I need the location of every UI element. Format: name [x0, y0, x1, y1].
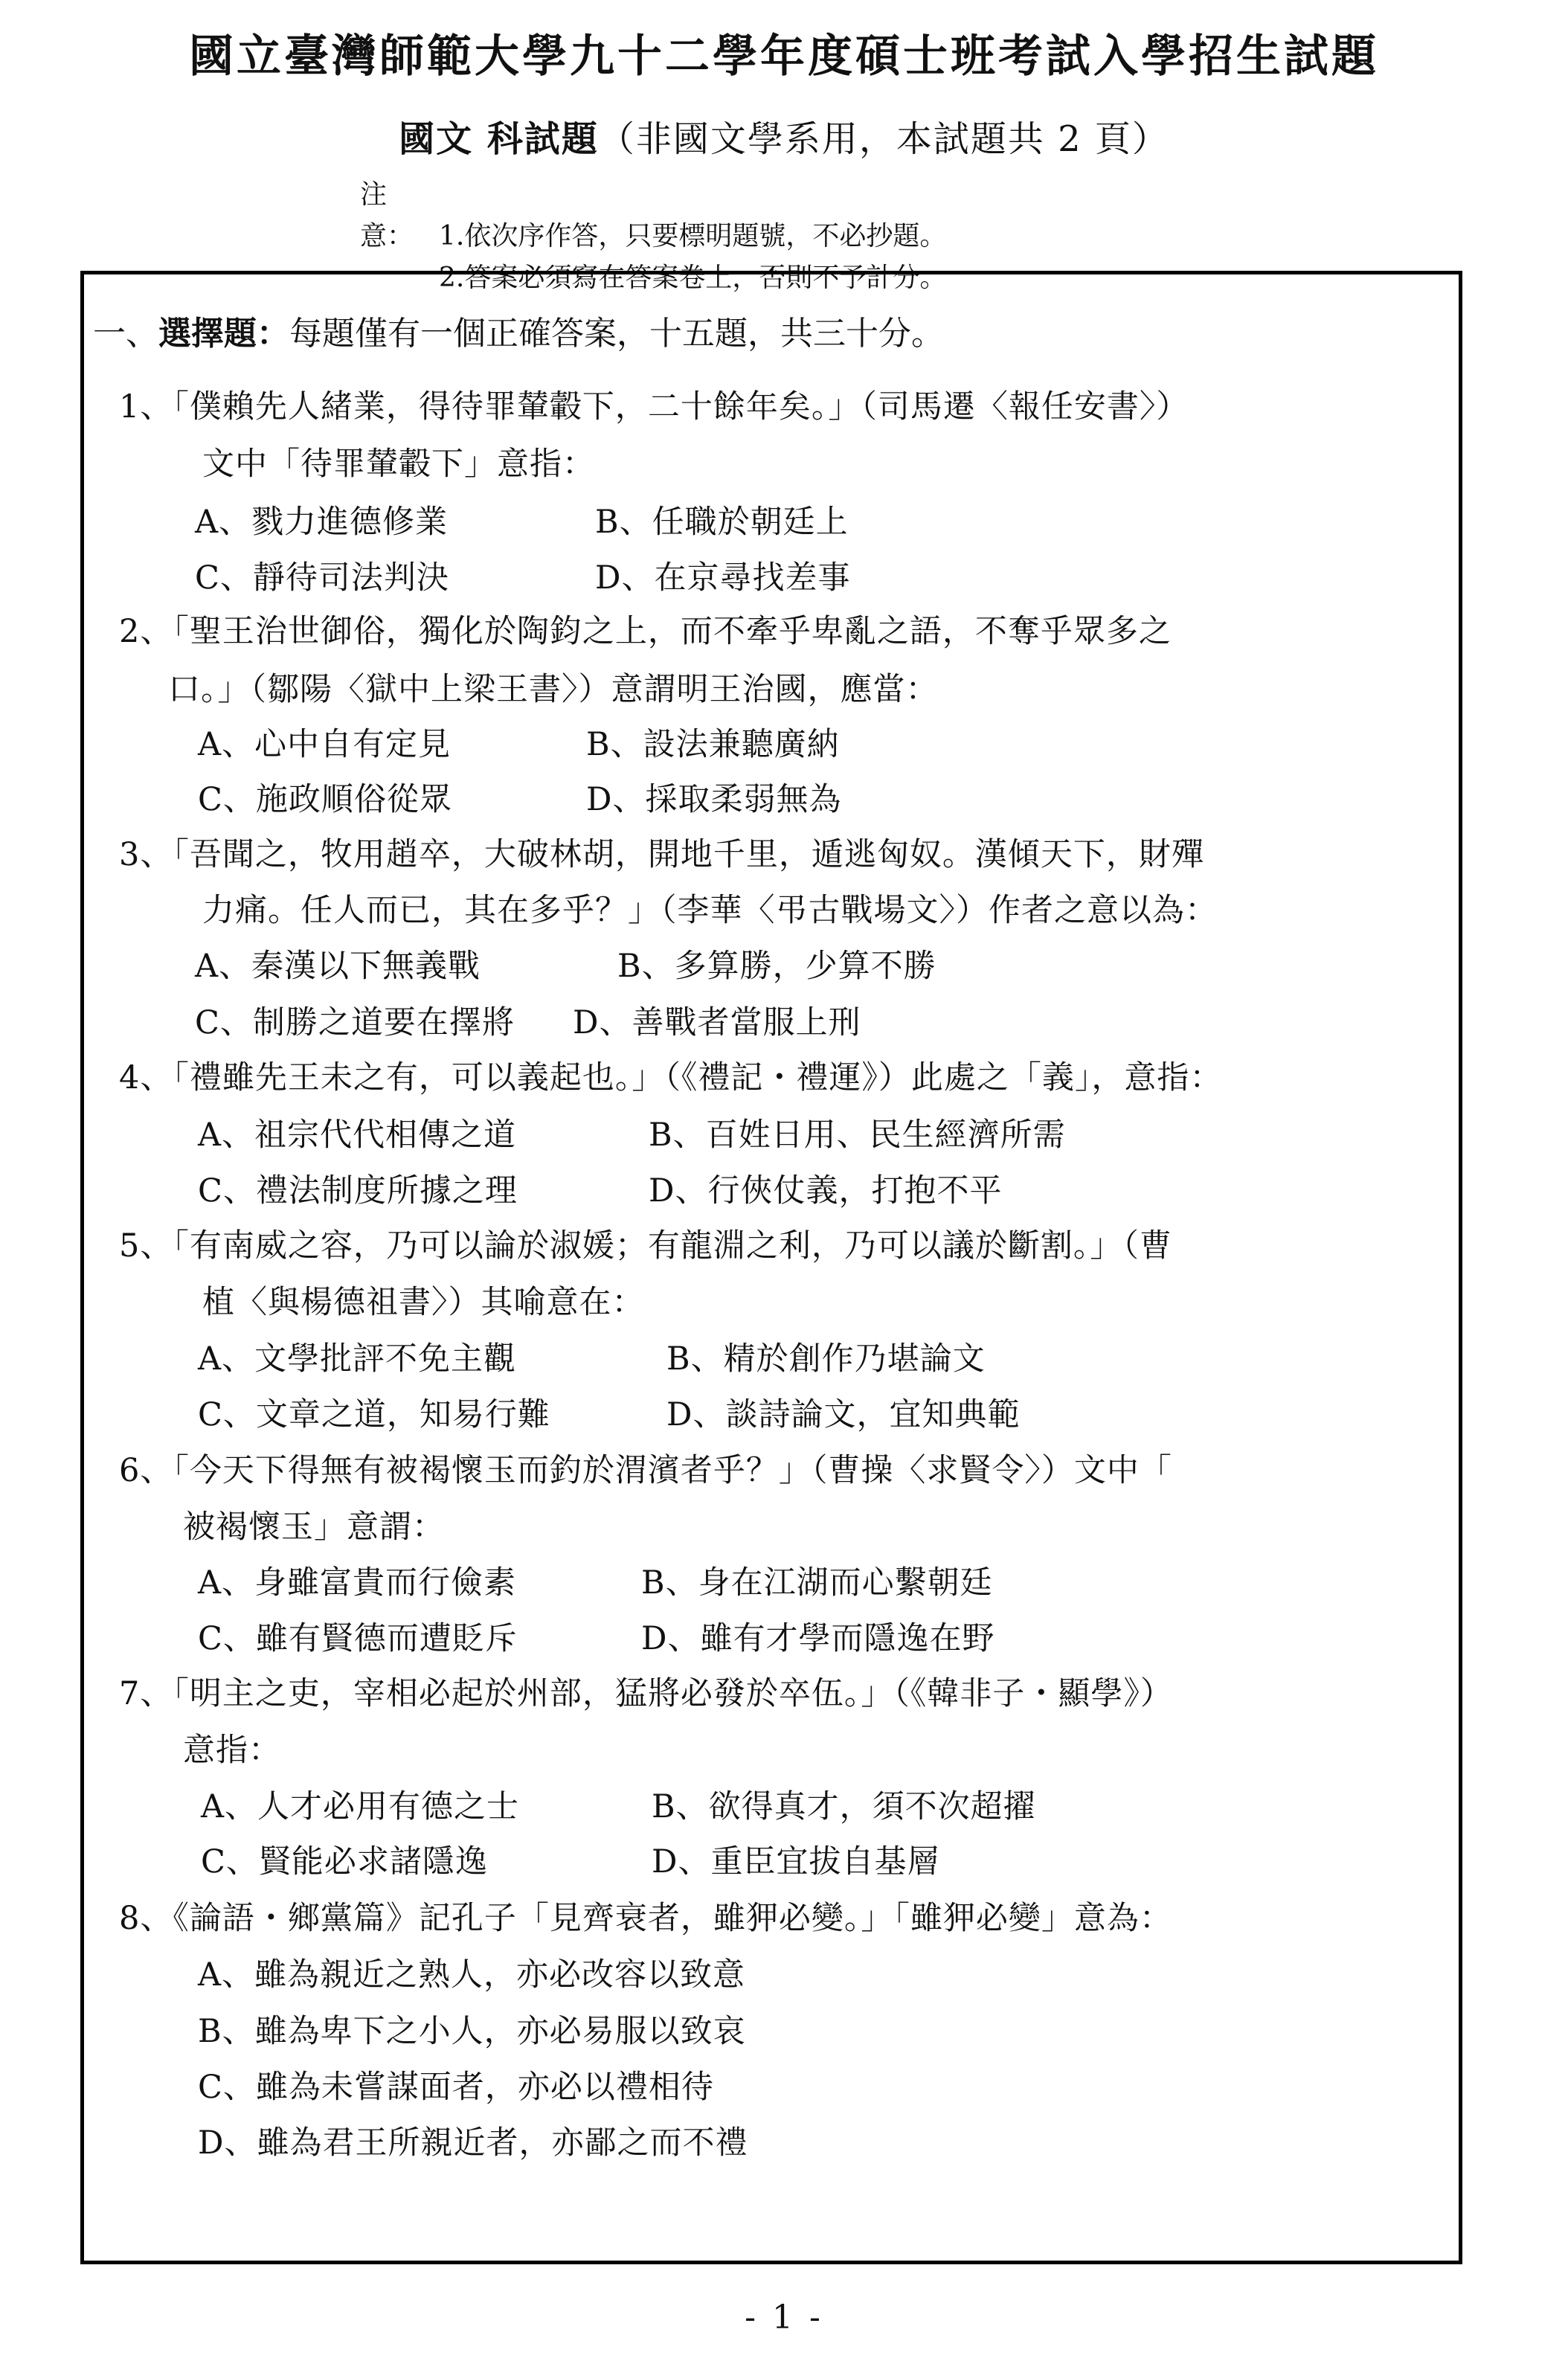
question-8-option-b: B、雖為卑下之小人，亦必易服以致哀 — [198, 2013, 746, 2050]
question-3-option-a: A、秦漢以下無義戰 — [195, 948, 481, 985]
question-1-option-c: C、靜待司法判決 — [195, 559, 449, 597]
question-6-option-a: A、身雖富貴而行儉素 — [198, 1564, 517, 1602]
question-4-option-c: C、禮法制度所據之理 — [198, 1172, 518, 1210]
question-8-option-d: D、雖為君王所親近者，亦鄙之而不禮 — [198, 2124, 748, 2162]
question-1-option-a: A、戮力進德修業 — [195, 504, 449, 541]
question-3-option-c: C、制勝之道要在擇將 — [195, 1004, 515, 1041]
question-1-option-b: B、任職於朝廷上 — [595, 504, 849, 541]
section-description: 每題僅有一個正確答案，十五題，共三十分。 — [289, 315, 944, 353]
question-7-option-d: D、重臣宜拔自基層 — [652, 1843, 940, 1880]
question-2-option-c: C、施政順俗從眾 — [198, 781, 452, 818]
question-2-option-b: B、設法兼聽廣納 — [586, 726, 840, 763]
question-5-option-a: A、文學批評不免主觀 — [198, 1340, 517, 1378]
question-5-line-1: 5、「有南威之容，乃可以論於淑媛；有龍淵之利，乃可以議於斷割。」（曹 — [119, 1227, 1172, 1265]
question-8-option-a: A、雖為親近之熟人，亦必改容以致意 — [198, 1956, 746, 1994]
question-1-option-d: D、在京尋找差事 — [595, 559, 851, 597]
question-6-option-b: B、身在江湖而心繫朝廷 — [641, 1564, 993, 1602]
notice-line-1 — [360, 174, 946, 257]
question-7-line-1: 7、「明主之吏，宰相必起於州部，猛將必發於卒伍。」（《韓非子・顯學》） — [119, 1675, 1173, 1712]
question-2-line-2: 口。」（鄒陽〈獄中上梁王書〉）意謂明王治國，應當： — [168, 671, 939, 708]
notice-line-2: 2.答案必須寫在答案卷上，否則不予計分。 — [439, 263, 947, 293]
section-heading — [93, 306, 944, 354]
question-5-option-d: D、談詩論文，宜知典範 — [666, 1396, 1021, 1433]
question-7-option-c: C、賢能必求諸隱逸 — [201, 1843, 488, 1880]
question-6-line-2: 被褐懷玉」意謂： — [183, 1509, 445, 1546]
question-3-option-b: B、多算勝，少算不勝 — [617, 948, 936, 985]
page-number: - 1 - — [745, 2299, 823, 2336]
question-1-line-1: 1、「僕賴先人緒業，得待罪輦轂下，二十餘年矣。」（司馬遷〈報任安書〉） — [119, 388, 1189, 425]
question-6-line-1: 6、「今天下得無有被褐懷玉而釣於渭濱者乎？」（曹操〈求賢令〉）文中「 — [119, 1452, 1172, 1489]
subject-label: 國文 科試題 — [399, 118, 599, 160]
question-3-option-d: D、善戰者當服上刑 — [573, 1004, 861, 1041]
question-6-option-c: C、雖有賢德而遭貶斥 — [198, 1620, 518, 1657]
question-7-option-a: A、人才必用有德之士 — [201, 1788, 520, 1825]
section-title: 選擇題： — [158, 315, 289, 353]
question-1-line-2: 文中「待罪輦轂下」意指： — [202, 446, 595, 483]
question-5-option-c: C、文章之道，知易行難 — [198, 1396, 550, 1433]
question-7-option-b: B、欲得真才，須不次超擢 — [652, 1788, 1036, 1825]
question-7-line-2: 意指： — [183, 1732, 281, 1769]
notice-label: 注意： — [360, 179, 414, 251]
question-2-option-a: A、心中自有定見 — [198, 726, 452, 763]
question-4-option-b: B、百姓日用、民生經濟所需 — [649, 1117, 1066, 1154]
notice-text-1: 1.依次序作答，只要標明題號，不必抄題。 — [439, 221, 947, 251]
subject-note: （非國文學系用，本試題共 2 頁） — [598, 118, 1169, 160]
question-8-option-c: C、雖為未嘗謀面者，亦必以禮相待 — [198, 2069, 714, 2106]
question-3-line-2: 力痛。任人而已，其在多乎？」（李華〈弔古戰場文〉）作者之意以為： — [202, 892, 1218, 929]
exam-title: 國立臺灣師範大學九十二學年度碩士班考試入學招生試題 — [189, 30, 1379, 83]
exam-subtitle — [0, 110, 1568, 161]
question-6-option-d: D、雖有才學而隱逸在野 — [641, 1620, 995, 1657]
question-8-line-1: 8、《論語・鄉黨篇》記孔子「見齊衰者，雖狎必變。」「雖狎必變」意為： — [119, 1900, 1172, 1937]
question-4-option-d: D、行俠仗義，打抱不平 — [649, 1172, 1003, 1210]
question-2-option-d: D、採取柔弱無為 — [586, 781, 842, 818]
section-number: 一、 — [93, 315, 158, 353]
question-5-line-2: 植〈與楊德祖書〉）其喻意在： — [202, 1284, 645, 1321]
question-5-option-b: B、精於創作乃堪論文 — [666, 1340, 986, 1378]
question-4-line-1: 4、「禮雖先王未之有，可以義起也。」（《禮記・禮運》）此處之「義」，意指： — [119, 1059, 1223, 1096]
question-4-option-a: A、祖宗代代相傳之道 — [198, 1117, 517, 1154]
question-3-line-1: 3、「吾聞之，牧用趙卒，大破林胡，開地千里，遁逃匈奴。漢傾天下，財殫 — [119, 836, 1204, 873]
question-2-line-1: 2、「聖王治世御俗，獨化於陶鈞之上，而不牽乎卑亂之語，不奪乎眾多之 — [119, 613, 1172, 650]
